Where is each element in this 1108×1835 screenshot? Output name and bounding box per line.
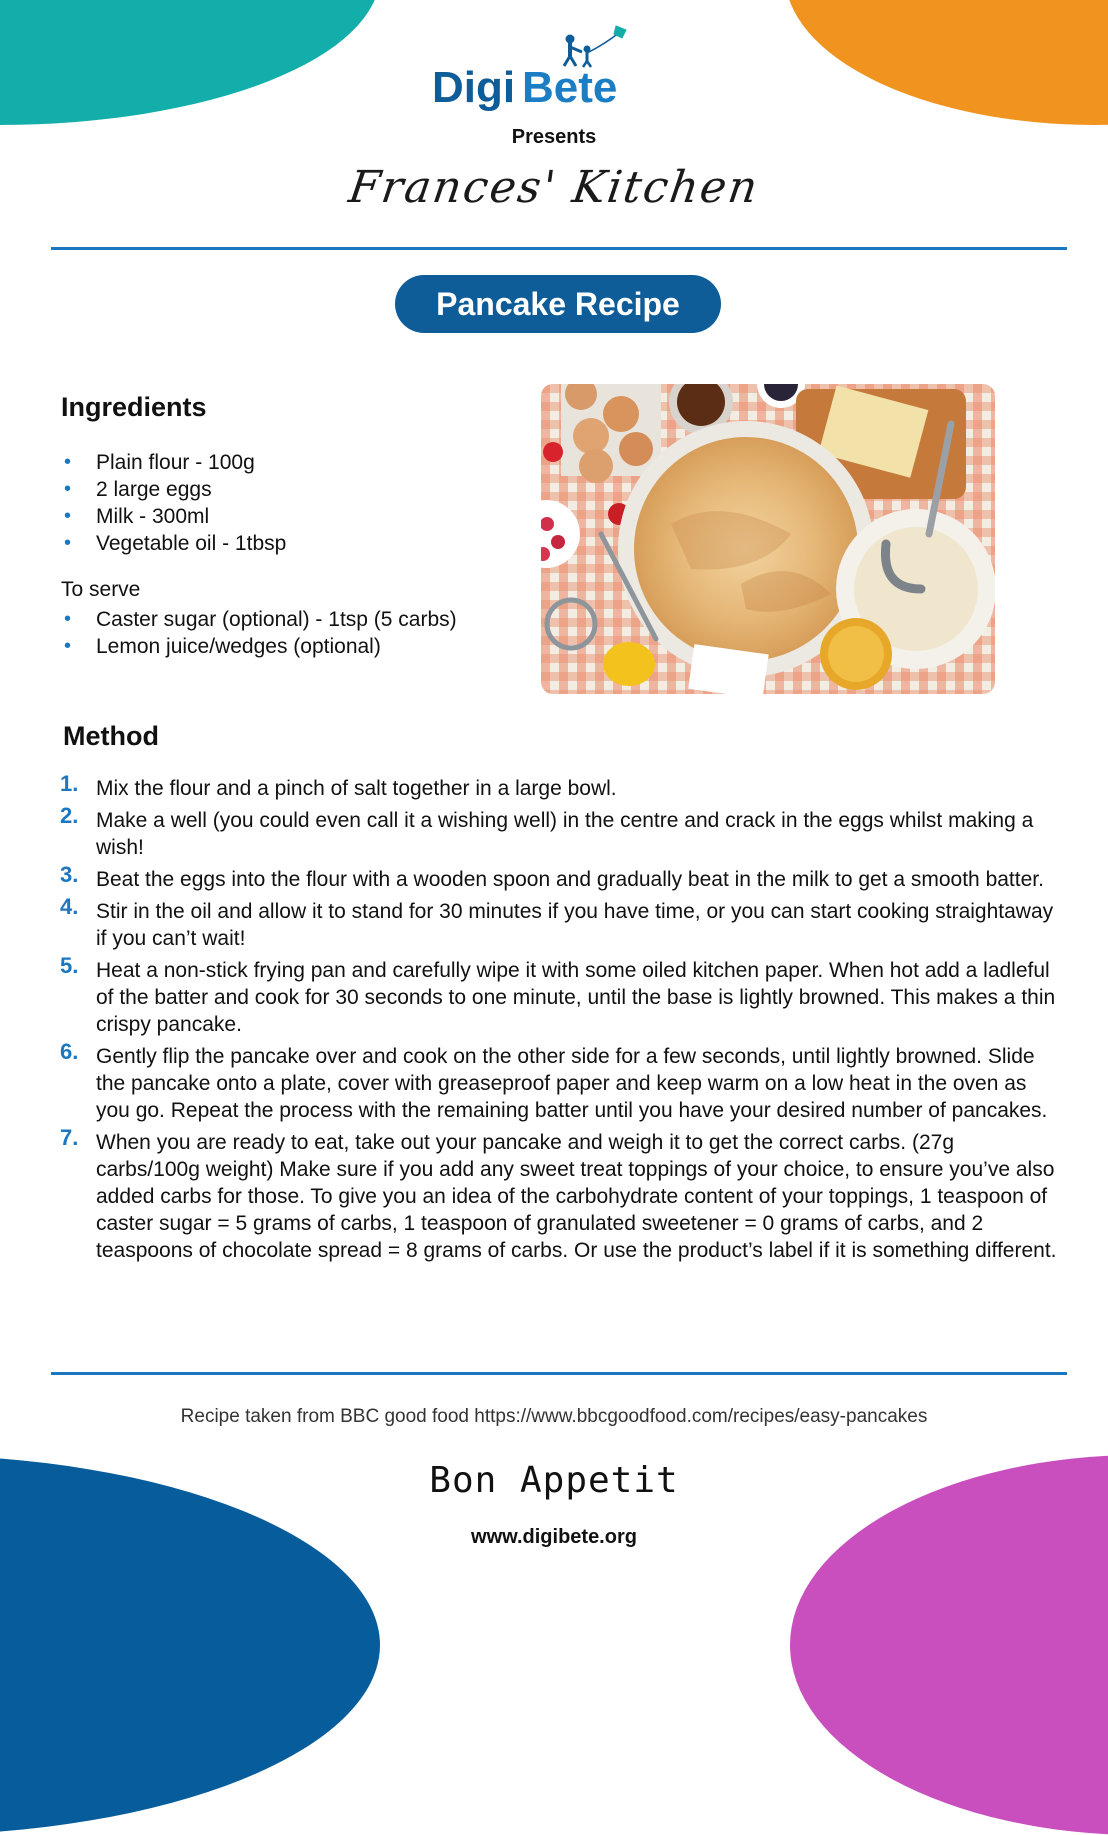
step-text: Beat the eggs into the flour with a wooden spoon and gradually beat in the milk to get a smooth batter. [96, 868, 1044, 891]
serve-item: • Lemon juice/wedges (optional) [61, 633, 457, 660]
serve-list [61, 606, 457, 660]
recipe-source: Recipe taken from BBC good food https://www.bbcgoodfood.com/recipes/easy-pancakes [180, 1406, 928, 1427]
corner-decoration-navy [0, 1455, 380, 1835]
ingredient-item: • Milk - 300ml [61, 503, 286, 530]
method-step [60, 953, 1060, 1038]
step-text: Gently flip the pancake over and cook on the other side for a few seconds, until lightly browned. Slide the pancake onto a plate, cover with greaseproof paper and keep warm on a low heat in the oven as you go. Repeat the process with the remaining batter until you have your desired number of pancakes. [96, 1045, 1048, 1122]
bon-appetit-signoff: Bon Appetit [429, 1460, 679, 1501]
step-number: 3. [60, 862, 79, 887]
step-text: When you are ready to eat, take out your pancake and weigh it to get the correct carbs. (27g carbs/100g weight) Make sure if you add any sweet treat toppings of your choice, to ensure you’ve also added carbs for those. To give you an idea of the carbohydrate content of your toppings, 1 teaspoon of caster sugar = 5 grams of carbs, 1 teaspoon of granulated sweetener = 0 grams of carbs, and 2 teaspoons of chocolate spread = 8 grams of carbs. Or use the product’s label if it is something different. [96, 1131, 1057, 1262]
method-step [60, 1125, 1060, 1264]
to-serve-label: To serve [61, 578, 141, 601]
step-text: Heat a non-stick frying pan and carefully wipe it with some oiled kitchen paper. When hot add a ladleful of the batter and cook for 30 seconds to one minute, until the base is lightly browned. This makes a thin crispy pancake. [96, 959, 1056, 1036]
step-number: 6. [60, 1039, 79, 1064]
ingredient-item: • 2 large eggs [61, 476, 286, 503]
ingredients-heading: Ingredients [61, 392, 207, 422]
step-text: Make a well (you could even call it a wishing well) in the centre and crack in the eggs whilst making a wish! [96, 809, 1034, 859]
step-number: 5. [60, 953, 79, 978]
recipe-title: Pancake Recipe [395, 275, 721, 333]
method-step [60, 1039, 1060, 1124]
digibete-logo [430, 22, 678, 112]
step-number: 7. [60, 1125, 79, 1150]
frances-kitchen-signature: Frances' Kitchen [345, 162, 763, 213]
website-link[interactable]: www.digibete.org [471, 1526, 637, 1548]
pancake-photo [541, 384, 995, 694]
step-number: 2. [60, 803, 79, 828]
method-step [60, 771, 1060, 802]
ingredient-item: • Plain flour - 100g [61, 449, 286, 476]
svg-text:Digi: Digi [432, 63, 516, 112]
method-step [60, 862, 1060, 893]
step-number: 4. [60, 894, 79, 919]
method-step [60, 803, 1060, 861]
corner-decoration-magenta [790, 1455, 1108, 1835]
corner-decoration-orange [785, 0, 1108, 125]
family-kite-icon [564, 26, 626, 67]
step-text: Mix the flour and a pinch of salt together in a large bowl. [96, 777, 617, 800]
ingredients-list [61, 449, 286, 557]
method-step [60, 894, 1060, 952]
serve-item: • Caster sugar (optional) - 1tsp (5 carbs) [61, 606, 457, 633]
divider-top [51, 247, 1067, 250]
divider-bottom [51, 1372, 1067, 1375]
method-steps [60, 771, 1060, 1269]
method-heading: Method [63, 721, 159, 751]
presents-label: Presents [511, 126, 597, 148]
svg-text:Bete: Bete [522, 63, 618, 112]
corner-decoration-teal [0, 0, 380, 125]
step-text: Stir in the oil and allow it to stand for 30 minutes if you have time, or you can start cooking straightaway if you can’t wait! [96, 900, 1054, 950]
ingredient-item: • Vegetable oil - 1tbsp [61, 530, 286, 557]
step-number: 1. [60, 771, 79, 796]
